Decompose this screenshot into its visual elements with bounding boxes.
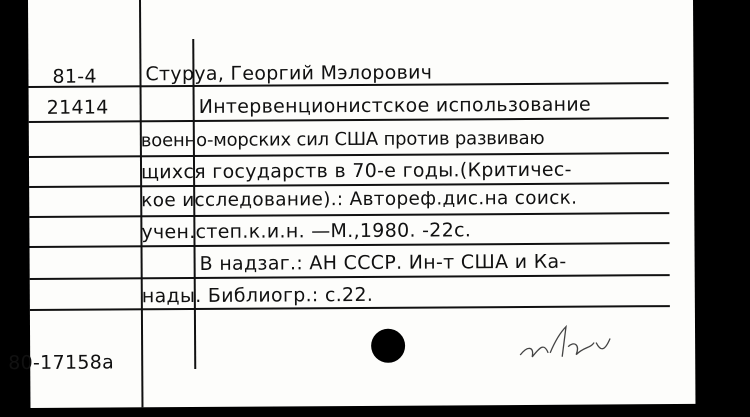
handwritten-signature-icon	[510, 316, 620, 367]
punch-hole-icon	[371, 329, 405, 363]
ruled-line	[29, 152, 669, 157]
ruled-line	[30, 274, 670, 279]
ruled-line	[29, 212, 669, 217]
note-line-1: В надзаг.: АН СССР. Ин-т США и Ка-	[199, 250, 567, 275]
title-line-4: кое исследование).: Автореф.дис.на соиск.	[141, 187, 578, 212]
ruled-line	[30, 242, 670, 247]
title-line-2: военно-морских сил США против развиваю	[140, 127, 545, 152]
title-line-1: Интервенционистское использование	[198, 93, 592, 118]
author-heading: Стуруа, Георгий Мэлорович	[145, 61, 433, 86]
ruled-line	[29, 117, 669, 122]
catalog-card	[8, 0, 695, 408]
title-line-3: щихся государств в 70-е годы.(Критичес-	[140, 158, 572, 184]
title-line-5: учен.степ.к.и.н. —М.,1980. -22с.	[141, 219, 472, 244]
note-line-2: нады. Библиогр.: с.22.	[141, 283, 374, 308]
call-number-top: 81-4	[52, 65, 97, 88]
call-number-bottom: 21414	[46, 96, 109, 119]
inventory-number: 80-17158а	[8, 351, 115, 375]
